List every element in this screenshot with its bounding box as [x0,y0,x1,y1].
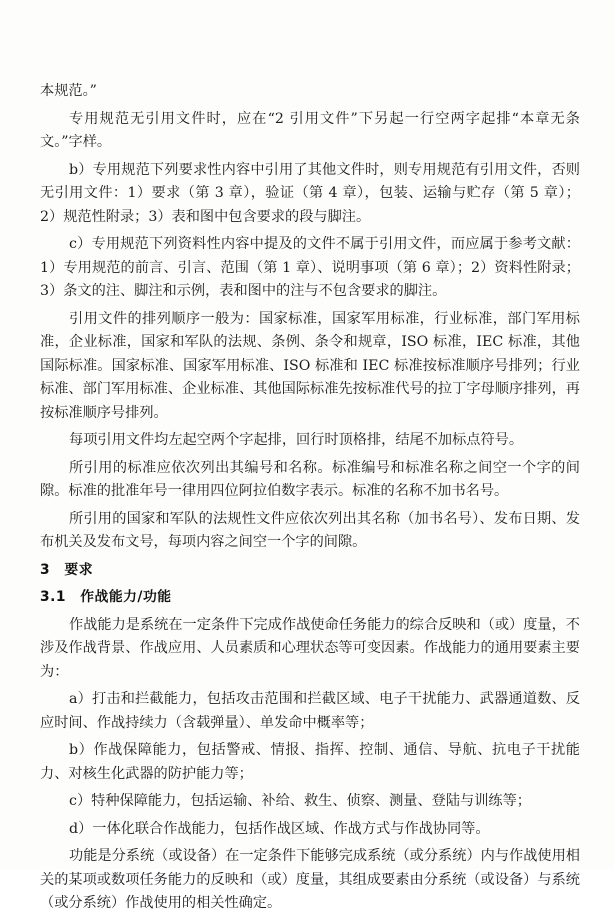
paragraph-function-definition: 功能是分系统（或设备）在一定条件下能够完成系统（或分系统）内与作战使用相关的某项或数项任务能力的反映和（或）度量，其组成要素由分系统（或设备）与系统（或分系统）作战使用的相关性确定。 [40,848,580,911]
paragraph-combat-capability: 作战能力是系统在一定条件下完成作战使命任务能力的综合反映和（或）度量，不涉及作战背景、作战应用、人员素质和心理状态等可变因素。作战能力的通用要素主要为： [40,616,580,680]
paragraph-standard-listing: 所引用的标准应依次列出其编号和名称。标准编号和标准名称之间空一个字的间隙。标准的批准年号一律用四位阿拉伯数字表示。标准的名称不加书名号。 [40,459,580,499]
list-item-b: b）作战保障能力，包括警戒、情报、指挥、控制、通信、导航、抗电子干扰能力、对核生化武器的防护能力等； [40,742,580,782]
list-item-a: a）打击和拦截能力，包括攻击范围和拦截区域、电子干扰能力、武器通道数、反应时间、作战持续力（含载弹量）、单发命中概率等； [40,691,580,731]
list-item-c: c）特种保障能力，包括运输、补给、救生、侦察、测量、登陆与训练等； [69,793,531,809]
paragraph-item-c: c）专用规范下列资料性内容中提及的文件不属于引用文件，而应属于参考文献：1）专用规范的前言、引言、范围（第 1 章）、说明事项（第 6 章）；2）资料性附录；3）条文的注、脚注和示例，表和图中的注与不包含要求的脚注。 [40,236,580,299]
paragraph-reference-order: 引用文件的排列顺序一般为：国家标准，国家军用标准，行业标准，部门军用标准，企业标准，国家和军队的法规、条例、条令和规章，ISO 标准，IEC 标准，其他国际标准。国家标准、国家军用标准、ISO 标准和 IEC 标准按标准顺序号排列；行业标准、部门军用标准、企业标准、其他国际标准先按标准代号的拉丁字母顺序排列，再按标准顺序号排列。 [40,310,580,421]
subsection-heading: 3.1 作战能力/功能 [40,589,172,605]
paragraph-no-reference-rule: 专用规范无引用文件时，应在“2 引用文件”下另起一行空两字起排“本章无条文。”字样。 [40,110,580,150]
document-body [40,80,580,920]
paragraph-continuation: 本规范。” [40,83,97,99]
paragraph-regulation-listing: 所引用的国家和军队的法规性文件应依次列出其名称（加书名号）、发布日期、发布机关及发布文号，每项内容之间空一个字的间隙。 [40,510,580,550]
list-item-d: d）一体化联合作战能力，包括作战区域、作战方式与作战协同等。 [69,820,490,837]
paragraph-item-b: b）专用规范下列要求性内容中引用了其他文件时，则专用规范有引用文件，否则无引用文件：1）要求（第 3 章），验证（第 4 章），包装、运输与贮存（第 5 章）；2）规范性附录；3）表和图中包含要求的段与脚注。 [40,161,580,225]
paragraph-reference-format: 每项引用文件均左起空两个字起排，回行时顶格排，结尾不加标点符号。 [69,432,524,448]
section-heading: 3 要求 [40,561,93,578]
